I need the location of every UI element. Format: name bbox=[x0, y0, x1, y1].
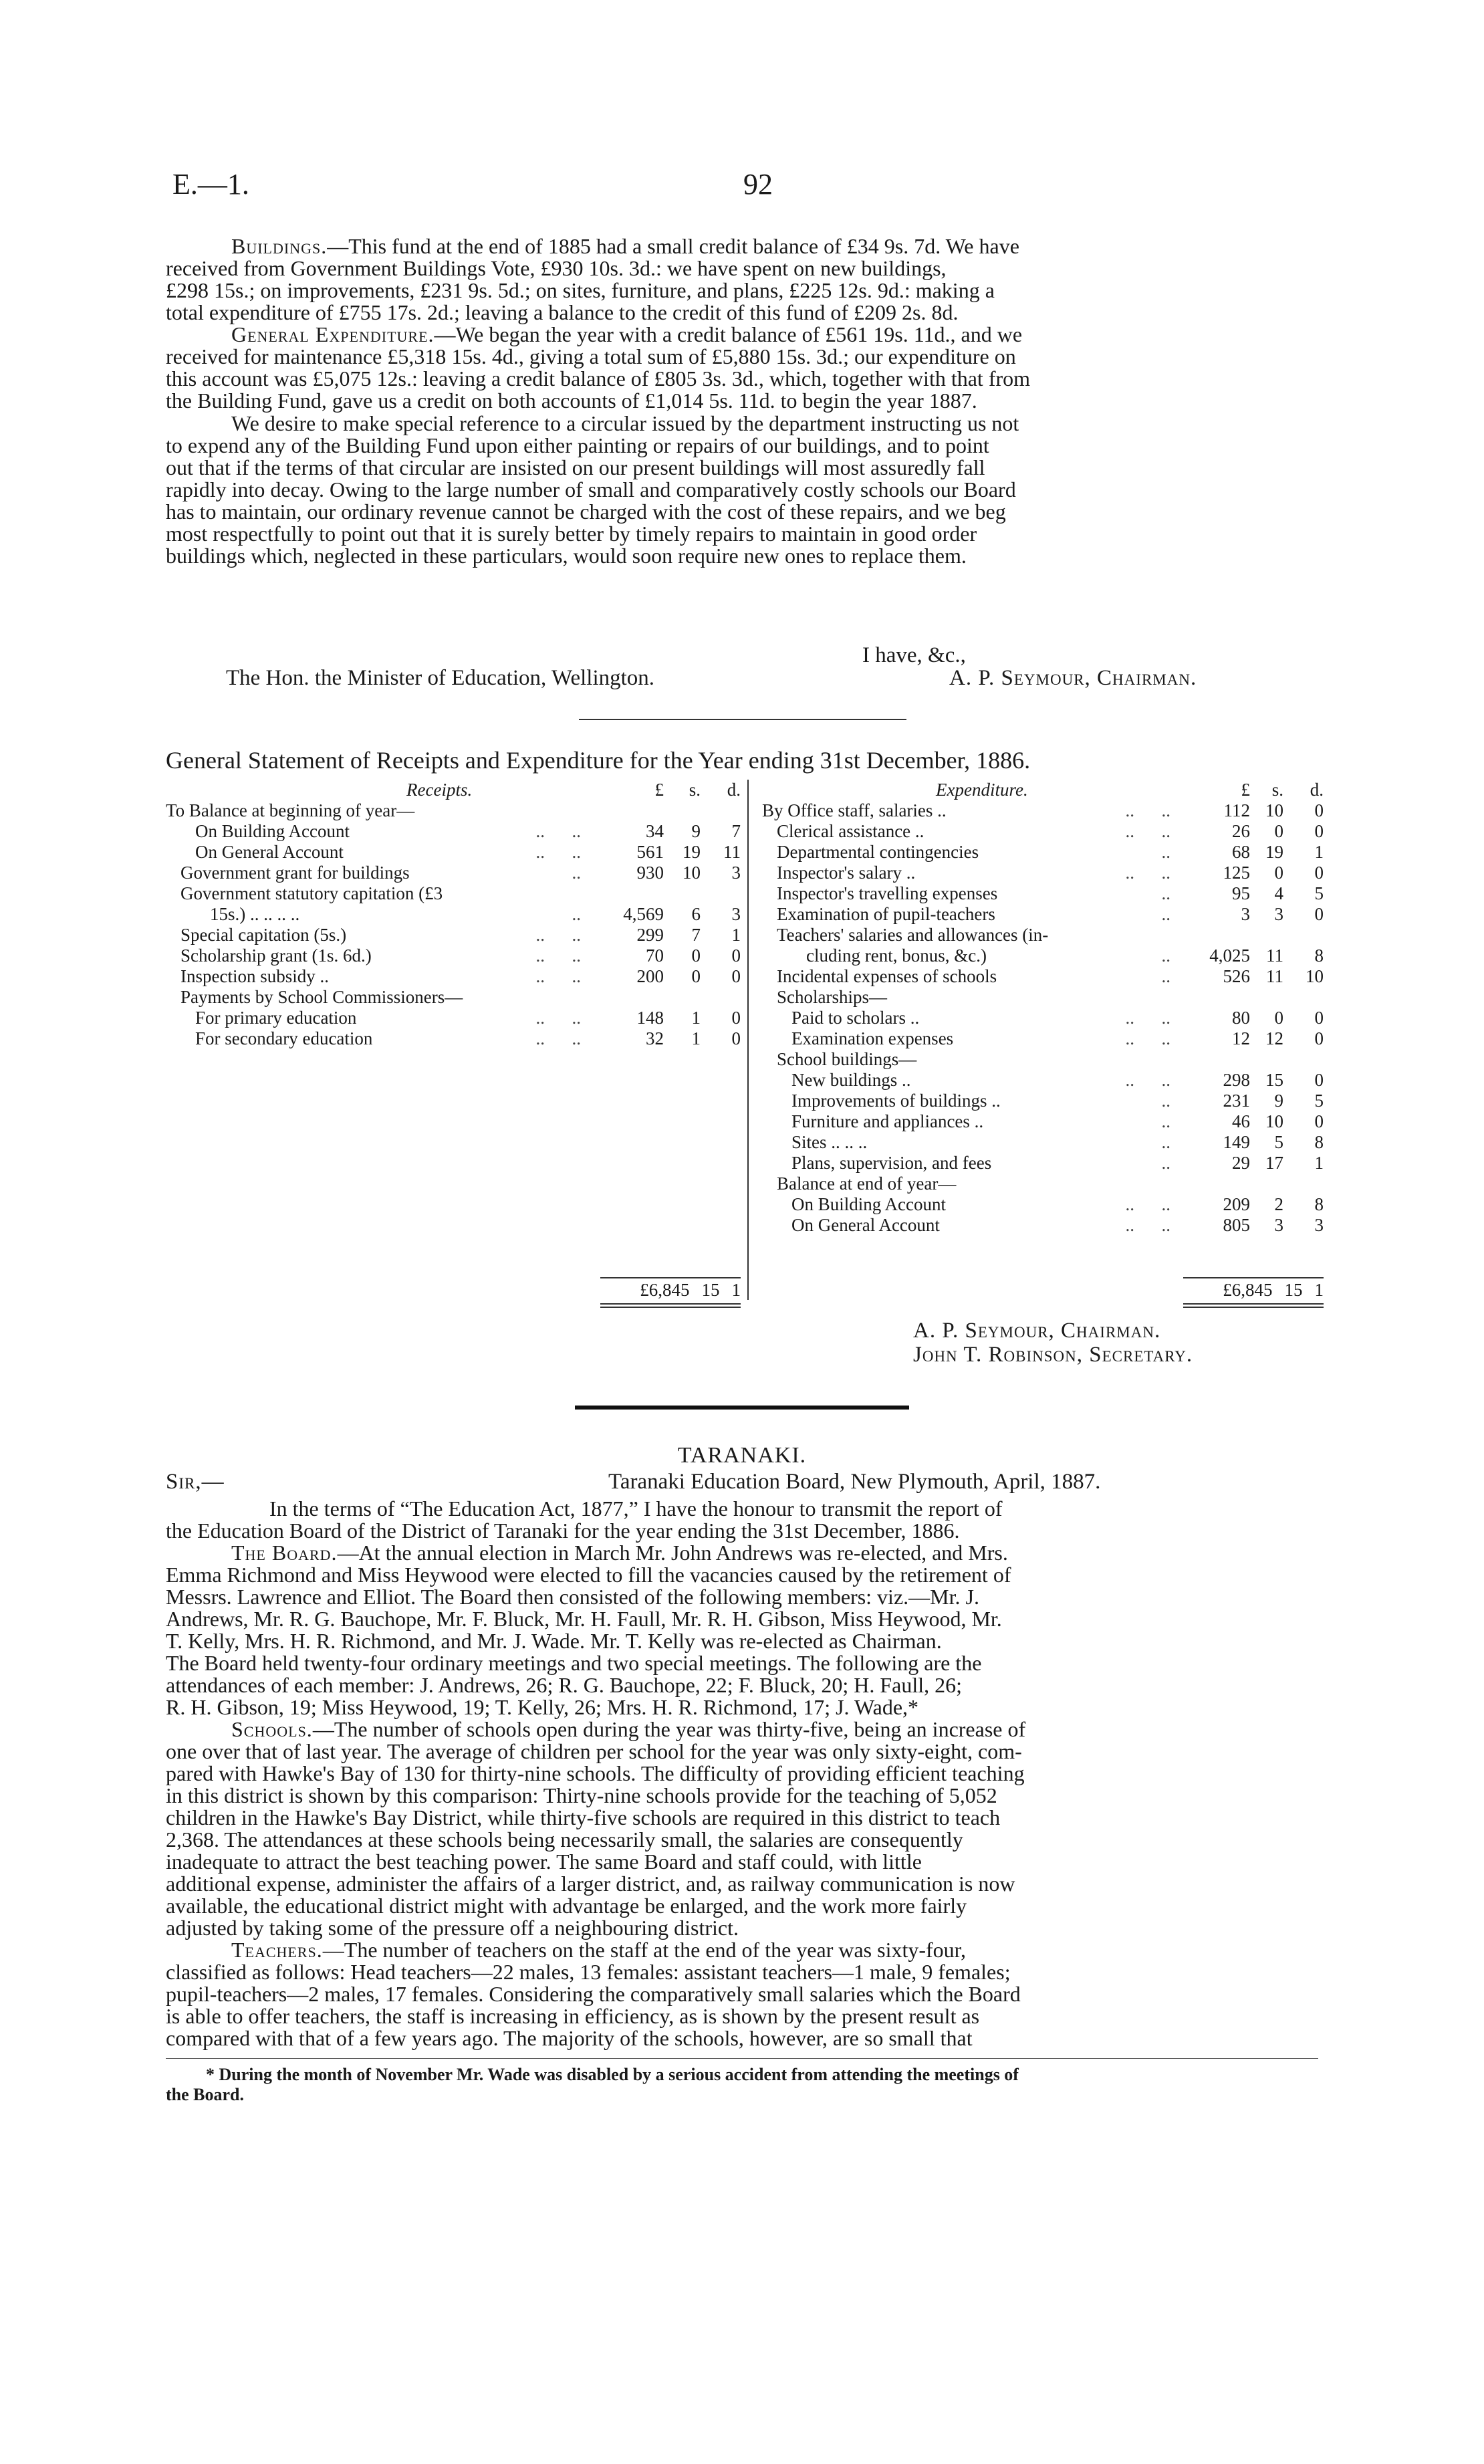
ledger-pence: 0 bbox=[1314, 1008, 1324, 1028]
pence-header: d. bbox=[727, 780, 741, 800]
ledger-label bbox=[762, 945, 1180, 966]
ledger-shillings: 5 bbox=[1274, 1132, 1283, 1152]
expenditure-header-row bbox=[762, 780, 1324, 800]
expenditure-total-rule-top bbox=[1183, 1277, 1324, 1278]
ledger-row bbox=[762, 1173, 1324, 1194]
receipts-total-shillings: 15 bbox=[701, 1280, 720, 1300]
ledger-row bbox=[166, 987, 741, 1008]
ledger-shillings: 4 bbox=[1274, 883, 1283, 903]
expenditure-total-pounds: £6,845 bbox=[1223, 1280, 1273, 1300]
ledger-shillings bbox=[664, 987, 701, 1008]
ledger-label bbox=[166, 987, 590, 1008]
ledger-shillings bbox=[664, 800, 701, 821]
receipts-table-wrap bbox=[166, 780, 747, 1049]
ledger-label bbox=[762, 842, 1180, 863]
ledger-row bbox=[166, 863, 741, 883]
ledger-pounds: 4,025 bbox=[1209, 945, 1250, 966]
ledger-leader-dots: .. .. bbox=[535, 945, 581, 966]
ledger-pence: 8 bbox=[1314, 1194, 1324, 1214]
ledger-leader-dots: .. .. bbox=[535, 966, 581, 986]
ledger-shillings: 2 bbox=[1274, 1194, 1283, 1214]
ledger-label bbox=[762, 1153, 1180, 1173]
salutation: Sir,— bbox=[166, 1470, 225, 1494]
ledger-row bbox=[166, 800, 741, 821]
ledger-label-text: For primary education bbox=[195, 1008, 357, 1028]
ledger-row bbox=[762, 1091, 1324, 1111]
ledger-row bbox=[166, 925, 741, 945]
general-expenditure-paragraph: General Expenditure.—We began the year with a credit balance of £561 19s. 11d., and we received for maintenance £5,318 15s. 4d., giving a total sum of £5,880 15s. 3d.; our expenditure on this account was £5,075 12s.: leaving a credit balance of £805 3s. 3d., which, together with that from the Building Fund, gave us a credit on both accounts of £1,014 5s. 11d. to begin the year 1887. bbox=[166, 322, 1031, 413]
ledger-pounds: 29 bbox=[1232, 1153, 1250, 1173]
ledger-label bbox=[166, 883, 590, 904]
ledger-pence bbox=[1283, 1173, 1324, 1194]
ledger-leader-dots: .. .. bbox=[1125, 1215, 1170, 1235]
ledger-pence: 0 bbox=[731, 966, 741, 986]
ledger-leader-dots: .. .. bbox=[1125, 1008, 1170, 1028]
ledger-pence bbox=[701, 883, 741, 904]
ledger-label-text: New buildings .. bbox=[791, 1070, 911, 1090]
ledger-pence: 3 bbox=[1314, 1215, 1324, 1235]
ledger-label bbox=[166, 842, 590, 863]
ledger-pence: 0 bbox=[731, 945, 741, 966]
ledger-shillings bbox=[664, 883, 701, 904]
statement-secretary: John T. Robinson, Secretary. bbox=[913, 1343, 1193, 1367]
ledger-leader-dots: .. .. bbox=[1125, 821, 1170, 841]
ledger-shillings: 1 bbox=[691, 1028, 701, 1048]
receipts-table bbox=[166, 780, 741, 1049]
board-paragraph: The Board.—At the annual election in March Mr. John Andrews was re-elected, and Mrs. Emma Richmond and Miss Heywood were elected to fill the vacancies caused by the retirement of Messrs. Lawrence and Elliot. The Board then consisted of the following members: viz.—Mr. J. Andrews, Mr. R. G. Bauchope, Mr. F. Bluck, Mr. H. Faull, Mr. R. H. Gibson, Miss Heywood, Mr. T. Kelly, Mrs. H. R. Richmond, and Mr. J. Wade. Mr. T. Kelly was re-elected as Chairman. The Board held twenty-four ordinary meetings and two special meetings. The following are the attendances of each member: J. Andrews, 26; R. G. Bauchope, 22; F. Bluck, 20; H. Faull, 26; R. H. Gibson, 19; Miss Heywood, 19; T. Kelly, 26; Mrs. H. R. Richmond, 17; J. Wade,* bbox=[166, 1541, 1011, 1719]
ledger-label-text: On General Account bbox=[791, 1215, 940, 1235]
receipts-total-rule-bottom-2 bbox=[600, 1307, 741, 1308]
ledger-leader-dots: .. bbox=[1161, 883, 1170, 903]
ledger-label bbox=[762, 1091, 1180, 1111]
ledger-label-text: Paid to scholars .. bbox=[791, 1008, 920, 1028]
ledger-row bbox=[762, 863, 1324, 883]
ledger-shillings: 19 bbox=[683, 842, 701, 862]
receipts-total-pence: 1 bbox=[731, 1280, 741, 1300]
ledger-row bbox=[762, 800, 1324, 821]
ledger-pence: 1 bbox=[731, 925, 741, 945]
buildings-paragraph: Buildings.—This fund at the end of 1885 had a small credit balance of £34 9s. 7d. We have received from Government Buildings Vote, £930 10s. 3d.: we have spent on new buildings, £298 15s.; on improvements, £231 9s. 5d.; on sites, furniture, and plans, £225 12s. 9d.: making a total expenditure of £755 17s. 2d.; leaving a balance to the credit of this fund of £209 2s. 8d. bbox=[166, 234, 1019, 324]
ledger-label bbox=[762, 1028, 1180, 1049]
ledger-leader-dots: .. bbox=[1161, 842, 1170, 862]
ledger-pence: 7 bbox=[731, 821, 741, 841]
ledger-shillings: 0 bbox=[691, 945, 701, 966]
ledger-shillings: 11 bbox=[1266, 966, 1283, 986]
ledger-pence: 0 bbox=[1314, 800, 1324, 820]
ledger-label-text: For secondary education bbox=[195, 1028, 373, 1048]
ledger-pounds bbox=[590, 883, 664, 904]
ledger-label bbox=[166, 863, 590, 883]
ledger-leader-dots: .. .. bbox=[535, 821, 581, 841]
receipts-total bbox=[600, 1280, 741, 1301]
ledger-pence: 0 bbox=[1314, 1111, 1324, 1131]
ledger-label bbox=[762, 821, 1180, 842]
ledger-pence bbox=[1283, 925, 1324, 945]
ledger-label bbox=[762, 1070, 1180, 1091]
ledger-pounds: 32 bbox=[646, 1028, 664, 1048]
ledger-shillings: 6 bbox=[691, 904, 701, 924]
teachers-paragraph: Teachers.—The number of teachers on the staff at the end of the year was sixty-four, classified as follows: Head teachers—22 males, 13 females: assistant teachers—1 male, 9 females; pupil-teachers—2 males, 17 females. Considering the comparatively small salaries which the Board is able to offer teachers, the staff is increasing in efficiency, as is shown by the present result as compared with that of a few years ago. The majority of the schools, however, are so small that bbox=[166, 1938, 1021, 2050]
ledger-pence: 1 bbox=[1314, 1153, 1324, 1173]
ledger-pounds: 70 bbox=[646, 945, 664, 966]
ledger-pounds: 26 bbox=[1232, 821, 1250, 841]
ledger-row bbox=[762, 904, 1324, 925]
ledger-leader-dots: .. .. bbox=[1125, 1194, 1170, 1214]
ledger-pounds: 3 bbox=[1241, 904, 1250, 924]
ledger-row bbox=[762, 1194, 1324, 1215]
ledger-row bbox=[166, 821, 741, 842]
ledger-row bbox=[762, 987, 1324, 1008]
ledger-leader-dots: .. bbox=[1161, 1111, 1170, 1131]
expenditure-total-pence: 1 bbox=[1314, 1280, 1324, 1300]
ledger-label bbox=[762, 863, 1180, 883]
ledger-shillings: 0 bbox=[1274, 863, 1283, 883]
document-code: E.—1. bbox=[172, 168, 249, 201]
ledger-pounds: 112 bbox=[1223, 800, 1250, 820]
ledger-leader-dots: .. bbox=[1161, 1091, 1170, 1111]
ledger-label-text: Inspector's travelling expenses bbox=[777, 883, 998, 903]
ledger-label-text: Special capitation (5s.) bbox=[180, 925, 347, 945]
ledger-row bbox=[166, 966, 741, 987]
schools-heading: Schools. bbox=[231, 1717, 313, 1741]
ledger-label-text: Clerical assistance .. bbox=[777, 821, 924, 841]
ledger-row bbox=[166, 842, 741, 863]
ledger-pence: 11 bbox=[723, 842, 741, 862]
ledger-label bbox=[762, 1194, 1180, 1215]
ledger-label bbox=[166, 1028, 590, 1049]
ledger-pence: 0 bbox=[1314, 821, 1324, 841]
ledger-row bbox=[166, 1028, 741, 1049]
ledger-pence: 0 bbox=[731, 1028, 741, 1048]
ledger-label-text: Scholarships— bbox=[777, 987, 887, 1007]
teachers-heading: Teachers. bbox=[231, 1938, 323, 1962]
ledger-leader-dots: .. bbox=[1161, 904, 1170, 924]
ledger-leader-dots: .. bbox=[1161, 1132, 1170, 1152]
ledger-label-text: By Office staff, salaries .. bbox=[762, 800, 947, 820]
ledger-shillings: 10 bbox=[683, 863, 701, 883]
expenditure-total-shillings: 15 bbox=[1284, 1280, 1303, 1300]
ledger-label-text: Inspection subsidy .. bbox=[180, 966, 329, 986]
ledger-label-text: cluding rent, bonus, &c.) bbox=[806, 945, 987, 966]
ledger-pence: 0 bbox=[1314, 1070, 1324, 1090]
ledger-pounds: 148 bbox=[636, 1008, 664, 1028]
ledger-label bbox=[762, 883, 1180, 904]
ledger-shillings: 10 bbox=[1265, 800, 1283, 820]
ledger-label bbox=[762, 1111, 1180, 1132]
ledger-pounds: 526 bbox=[1223, 966, 1250, 986]
ledger-shillings: 9 bbox=[1274, 1091, 1283, 1111]
receipts-total-pounds: £6,845 bbox=[640, 1280, 690, 1300]
ledger-leader-dots: .. .. bbox=[535, 842, 581, 862]
ledger-leader-dots: .. .. bbox=[1125, 863, 1170, 883]
ledger-shillings: 1 bbox=[691, 1008, 701, 1028]
ledger-pounds: 209 bbox=[1223, 1194, 1250, 1214]
ledger-label bbox=[762, 925, 1180, 945]
ledger-pounds: 95 bbox=[1232, 883, 1250, 903]
receipts-total-rule-top bbox=[600, 1277, 741, 1278]
signer: A. P. Seymour, Chairman. bbox=[949, 666, 1197, 690]
ledger-shillings: 3 bbox=[1274, 904, 1283, 924]
ledger-pounds: 231 bbox=[1223, 1091, 1250, 1111]
ledger-shillings: 9 bbox=[691, 821, 701, 841]
ledger-pence bbox=[701, 800, 741, 821]
ledger-label-text: Examination of pupil-teachers bbox=[777, 904, 995, 924]
ledger-row bbox=[762, 945, 1324, 966]
ledger-row bbox=[762, 925, 1324, 945]
ledger-label bbox=[166, 800, 590, 821]
ledger-label-text: Departmental contingencies bbox=[777, 842, 979, 862]
expenditure-heading: Expenditure. bbox=[936, 780, 1028, 800]
ledger-label-text: Balance at end of year— bbox=[777, 1173, 957, 1194]
ledger-shillings: 10 bbox=[1265, 1111, 1283, 1131]
board-heading: The Board. bbox=[231, 1541, 338, 1565]
expenditure-table bbox=[762, 780, 1324, 1236]
ledger-shillings: 0 bbox=[1274, 821, 1283, 841]
ledger-pounds bbox=[1180, 1173, 1250, 1194]
ledger-leader-dots: .. .. bbox=[535, 1028, 581, 1048]
ledger-label-text: Examination expenses bbox=[791, 1028, 954, 1048]
general-expenditure-heading: General Expenditure. bbox=[231, 322, 435, 346]
ledger-row bbox=[166, 883, 741, 904]
ledger-shillings: 19 bbox=[1265, 842, 1283, 862]
ledger-pence: 1 bbox=[1314, 842, 1324, 862]
ledger-shillings bbox=[1250, 987, 1283, 1008]
ledger-row bbox=[762, 1008, 1324, 1028]
ledger-pence: 8 bbox=[1314, 945, 1324, 966]
ledger-shillings: 0 bbox=[691, 966, 701, 986]
ledger-label-text: On Building Account bbox=[791, 1194, 946, 1214]
pounds-header: £ bbox=[1241, 780, 1250, 800]
ledger-shillings: 0 bbox=[1274, 1008, 1283, 1028]
ledger-shillings: 17 bbox=[1265, 1153, 1283, 1173]
ledger-row bbox=[762, 1049, 1324, 1070]
ledger-leader-dots: .. .. bbox=[535, 925, 581, 945]
receipts-header-row bbox=[166, 780, 741, 800]
ledger-pounds bbox=[1180, 987, 1250, 1008]
ledger-shillings bbox=[1250, 1173, 1283, 1194]
ledger-label bbox=[762, 1008, 1180, 1028]
ledger-leader-dots: .. bbox=[1161, 1153, 1170, 1173]
ledger-pence: 0 bbox=[1314, 863, 1324, 883]
ledger-row bbox=[762, 1028, 1324, 1049]
ledger-label-text: Furniture and appliances .. bbox=[791, 1111, 984, 1131]
ledger-label bbox=[166, 904, 590, 925]
ledger-row bbox=[762, 1215, 1324, 1236]
dateline: Taranaki Education Board, New Plymouth, April, 1887. bbox=[608, 1470, 1101, 1494]
ledger-pounds: 12 bbox=[1232, 1028, 1250, 1048]
ledger-label-text: School buildings— bbox=[777, 1049, 917, 1069]
ledger-leader-dots: .. bbox=[572, 904, 581, 924]
ledger-row bbox=[762, 842, 1324, 863]
ledger-label-text: On General Account bbox=[195, 842, 344, 862]
ledger-shillings bbox=[1250, 1049, 1283, 1070]
ledger-row bbox=[166, 1008, 741, 1028]
footnote: * During the month of November Mr. Wade was disabled by a serious accident from attending the meetings of the Board. bbox=[166, 2065, 1019, 2104]
footnote-rule bbox=[166, 2058, 1318, 2059]
expenditure-total-rule-bottom bbox=[1183, 1303, 1324, 1305]
ledger-pounds bbox=[1180, 1049, 1250, 1070]
statement-title: General Statement of Receipts and Expenditure for the Year ending 31st December, 1886. bbox=[166, 747, 1031, 774]
ledger-shillings: 15 bbox=[1265, 1070, 1283, 1090]
ledger-pounds bbox=[1180, 925, 1250, 945]
expenditure-table-wrap bbox=[762, 780, 1324, 1236]
ledger-row bbox=[762, 1132, 1324, 1153]
ledger-pence: 0 bbox=[1314, 904, 1324, 924]
expenditure-total bbox=[1183, 1280, 1324, 1301]
pounds-header: £ bbox=[654, 780, 664, 800]
ledger-label bbox=[166, 966, 590, 987]
section-divider bbox=[579, 719, 906, 720]
ledger-pounds: 930 bbox=[636, 863, 664, 883]
ledger-leader-dots: .. bbox=[1161, 966, 1170, 986]
ledger-label bbox=[166, 1008, 590, 1028]
ledger-shillings: 3 bbox=[1274, 1215, 1283, 1235]
buildings-heading: Buildings. bbox=[231, 234, 328, 258]
ledger-label bbox=[762, 1049, 1180, 1070]
ledger-pence: 8 bbox=[1314, 1132, 1324, 1152]
receipts-total-rule-bottom bbox=[600, 1303, 741, 1305]
heavy-divider bbox=[575, 1406, 909, 1410]
ledger-row bbox=[166, 945, 741, 966]
ledger-pounds: 46 bbox=[1232, 1111, 1250, 1131]
ledger-label-text: Teachers' salaries and allowances (in- bbox=[777, 925, 1049, 945]
ledger-row bbox=[762, 821, 1324, 842]
ledger-leader-dots: .. .. bbox=[1125, 1070, 1170, 1090]
pence-header: d. bbox=[1310, 780, 1324, 800]
ledger-label bbox=[762, 966, 1180, 987]
ledger-pence bbox=[1283, 987, 1324, 1008]
ledger-label-text: Government grant for buildings bbox=[180, 863, 410, 883]
ledger-pounds: 805 bbox=[1223, 1215, 1250, 1235]
page-number: 92 bbox=[743, 168, 773, 201]
ledger-pounds: 149 bbox=[1223, 1132, 1250, 1152]
addressee: The Hon. the Minister of Education, Wellington. bbox=[226, 666, 655, 690]
ledger-label bbox=[762, 1215, 1180, 1236]
ledger-leader-dots: .. bbox=[572, 863, 581, 883]
ledger-label-text: Payments by School Commissioners— bbox=[180, 987, 463, 1007]
ledger-pence: 3 bbox=[731, 904, 741, 924]
ledger-pounds: 561 bbox=[636, 842, 664, 862]
ledger-shillings: 12 bbox=[1265, 1028, 1283, 1048]
ledger-label-text: To Balance at beginning of year— bbox=[166, 800, 415, 820]
statement-chairman: A. P. Seymour, Chairman. bbox=[913, 1319, 1161, 1343]
ledger-row bbox=[166, 904, 741, 925]
ledger-label-text: Incidental expenses of schools bbox=[777, 966, 997, 986]
ledger-label bbox=[166, 945, 590, 966]
ledger-label bbox=[762, 800, 1180, 821]
ledger-label bbox=[762, 1173, 1180, 1194]
ledger-shillings bbox=[1250, 925, 1283, 945]
ledger-label-text: Improvements of buildings .. bbox=[791, 1091, 1001, 1111]
shillings-header: s. bbox=[689, 780, 701, 800]
ledger-pounds bbox=[590, 800, 664, 821]
ledger-pounds: 298 bbox=[1223, 1070, 1250, 1090]
ledger-row bbox=[762, 1070, 1324, 1091]
opening-paragraph: In the terms of “The Education Act, 1877,” I have the honour to transmit the report of the Education Board of the District of Taranaki for the year ending the 31st December, 1886. bbox=[166, 1496, 1003, 1543]
ledger-pounds: 125 bbox=[1223, 863, 1250, 883]
ledger-leader-dots: .. .. bbox=[1125, 800, 1170, 820]
ledger-shillings: 7 bbox=[691, 925, 701, 945]
ledger-label bbox=[762, 904, 1180, 925]
ledger-pounds: 34 bbox=[646, 821, 664, 841]
ledger-pounds: 200 bbox=[636, 966, 664, 986]
ledger-row bbox=[762, 1153, 1324, 1173]
ledger-pence bbox=[1283, 1049, 1324, 1070]
ledger-label-text: Inspector's salary .. bbox=[777, 863, 916, 883]
ledger-label-text: Sites .. .. .. bbox=[791, 1132, 868, 1152]
ledger-leader-dots: .. .. bbox=[1125, 1028, 1170, 1048]
expenditure-total-rule-bottom-2 bbox=[1183, 1307, 1324, 1308]
ledger-row bbox=[762, 966, 1324, 987]
ledger-pounds: 80 bbox=[1232, 1008, 1250, 1028]
ledger-label-text: Plans, supervision, and fees bbox=[791, 1153, 992, 1173]
receipts-heading: Receipts. bbox=[406, 780, 473, 800]
circular-paragraph: We desire to make special reference to a circular issued by the department instructing us not to expend any of the Building Fund upon either painting or repairs of our buildings, and to point out that if the terms of that circular are insisted on our present buildings will most assuredly fall rapidly into decay. Owing to the large number of small and comparatively costly schools our Board has to maintain, our ordinary revenue cannot be charged with the cost of these repairs, and we beg most respectfully to point out that it is surely better by timely repairs to maintain in good order buildings which, neglected in these particulars, would soon require new ones to replace them. bbox=[166, 411, 1019, 568]
taranaki-title: TARANAKI. bbox=[677, 1443, 807, 1468]
ledger-pence: 0 bbox=[731, 1008, 741, 1028]
ledger-pence: 5 bbox=[1314, 883, 1324, 903]
ledger-pounds bbox=[590, 987, 664, 1008]
ledger-label bbox=[762, 987, 1180, 1008]
ledger-label-text: On Building Account bbox=[195, 821, 350, 841]
ledger-pounds: 4,569 bbox=[623, 904, 664, 924]
ledger-pounds: 299 bbox=[636, 925, 664, 945]
ledger-label-text: Government statutory capitation (£3 bbox=[180, 883, 443, 903]
shillings-header: s. bbox=[1271, 780, 1283, 800]
ledger-label bbox=[762, 1132, 1180, 1153]
ledger-label bbox=[166, 821, 590, 842]
ledger-pence: 10 bbox=[1306, 966, 1324, 986]
ledger-leader-dots: .. .. bbox=[535, 1008, 581, 1028]
ledger-pence bbox=[701, 987, 741, 1008]
ledger-pence: 0 bbox=[1314, 1028, 1324, 1048]
ledger-row bbox=[762, 883, 1324, 904]
ledger-pence: 3 bbox=[731, 863, 741, 883]
ledger-label bbox=[166, 925, 590, 945]
closing-phrase: I have, &c., bbox=[862, 643, 966, 667]
column-divider bbox=[747, 780, 749, 1300]
ledger-label-text: Scholarship grant (1s. 6d.) bbox=[180, 945, 372, 966]
ledger-row bbox=[762, 1111, 1324, 1132]
ledger-shillings: 11 bbox=[1266, 945, 1283, 966]
ledger-leader-dots: .. bbox=[1161, 945, 1170, 966]
ledger-pence: 5 bbox=[1314, 1091, 1324, 1111]
ledger-label-text: 15s.) .. .. .. .. bbox=[210, 904, 300, 924]
schools-paragraph: Schools.—The number of schools open during the year was thirty-five, being an increase of one over that of last year. The average of children per school for the year was only sixty-eight, com- pared with Hawke's Bay of 130 for thirty-nine schools. The difficulty of providing efficient teaching in this district is shown by this comparison: Thirty-nine schools provide for the teaching of 5,052 children in the Hawke's Bay District, while thirty-five schools are required in this district to teach 2,368. The attendances at these schools being necessarily small, the salaries are consequently inadequate to attract the best teaching power. The same Board and staff could, with little additional expense, administer the affairs of a larger district, and, as railway communication is now available, the educational district might with advantage be enlarged, and the work more fairly adjusted by taking some of the pressure off a neighbouring district. bbox=[166, 1717, 1026, 1940]
ledger-pounds: 68 bbox=[1232, 842, 1250, 862]
